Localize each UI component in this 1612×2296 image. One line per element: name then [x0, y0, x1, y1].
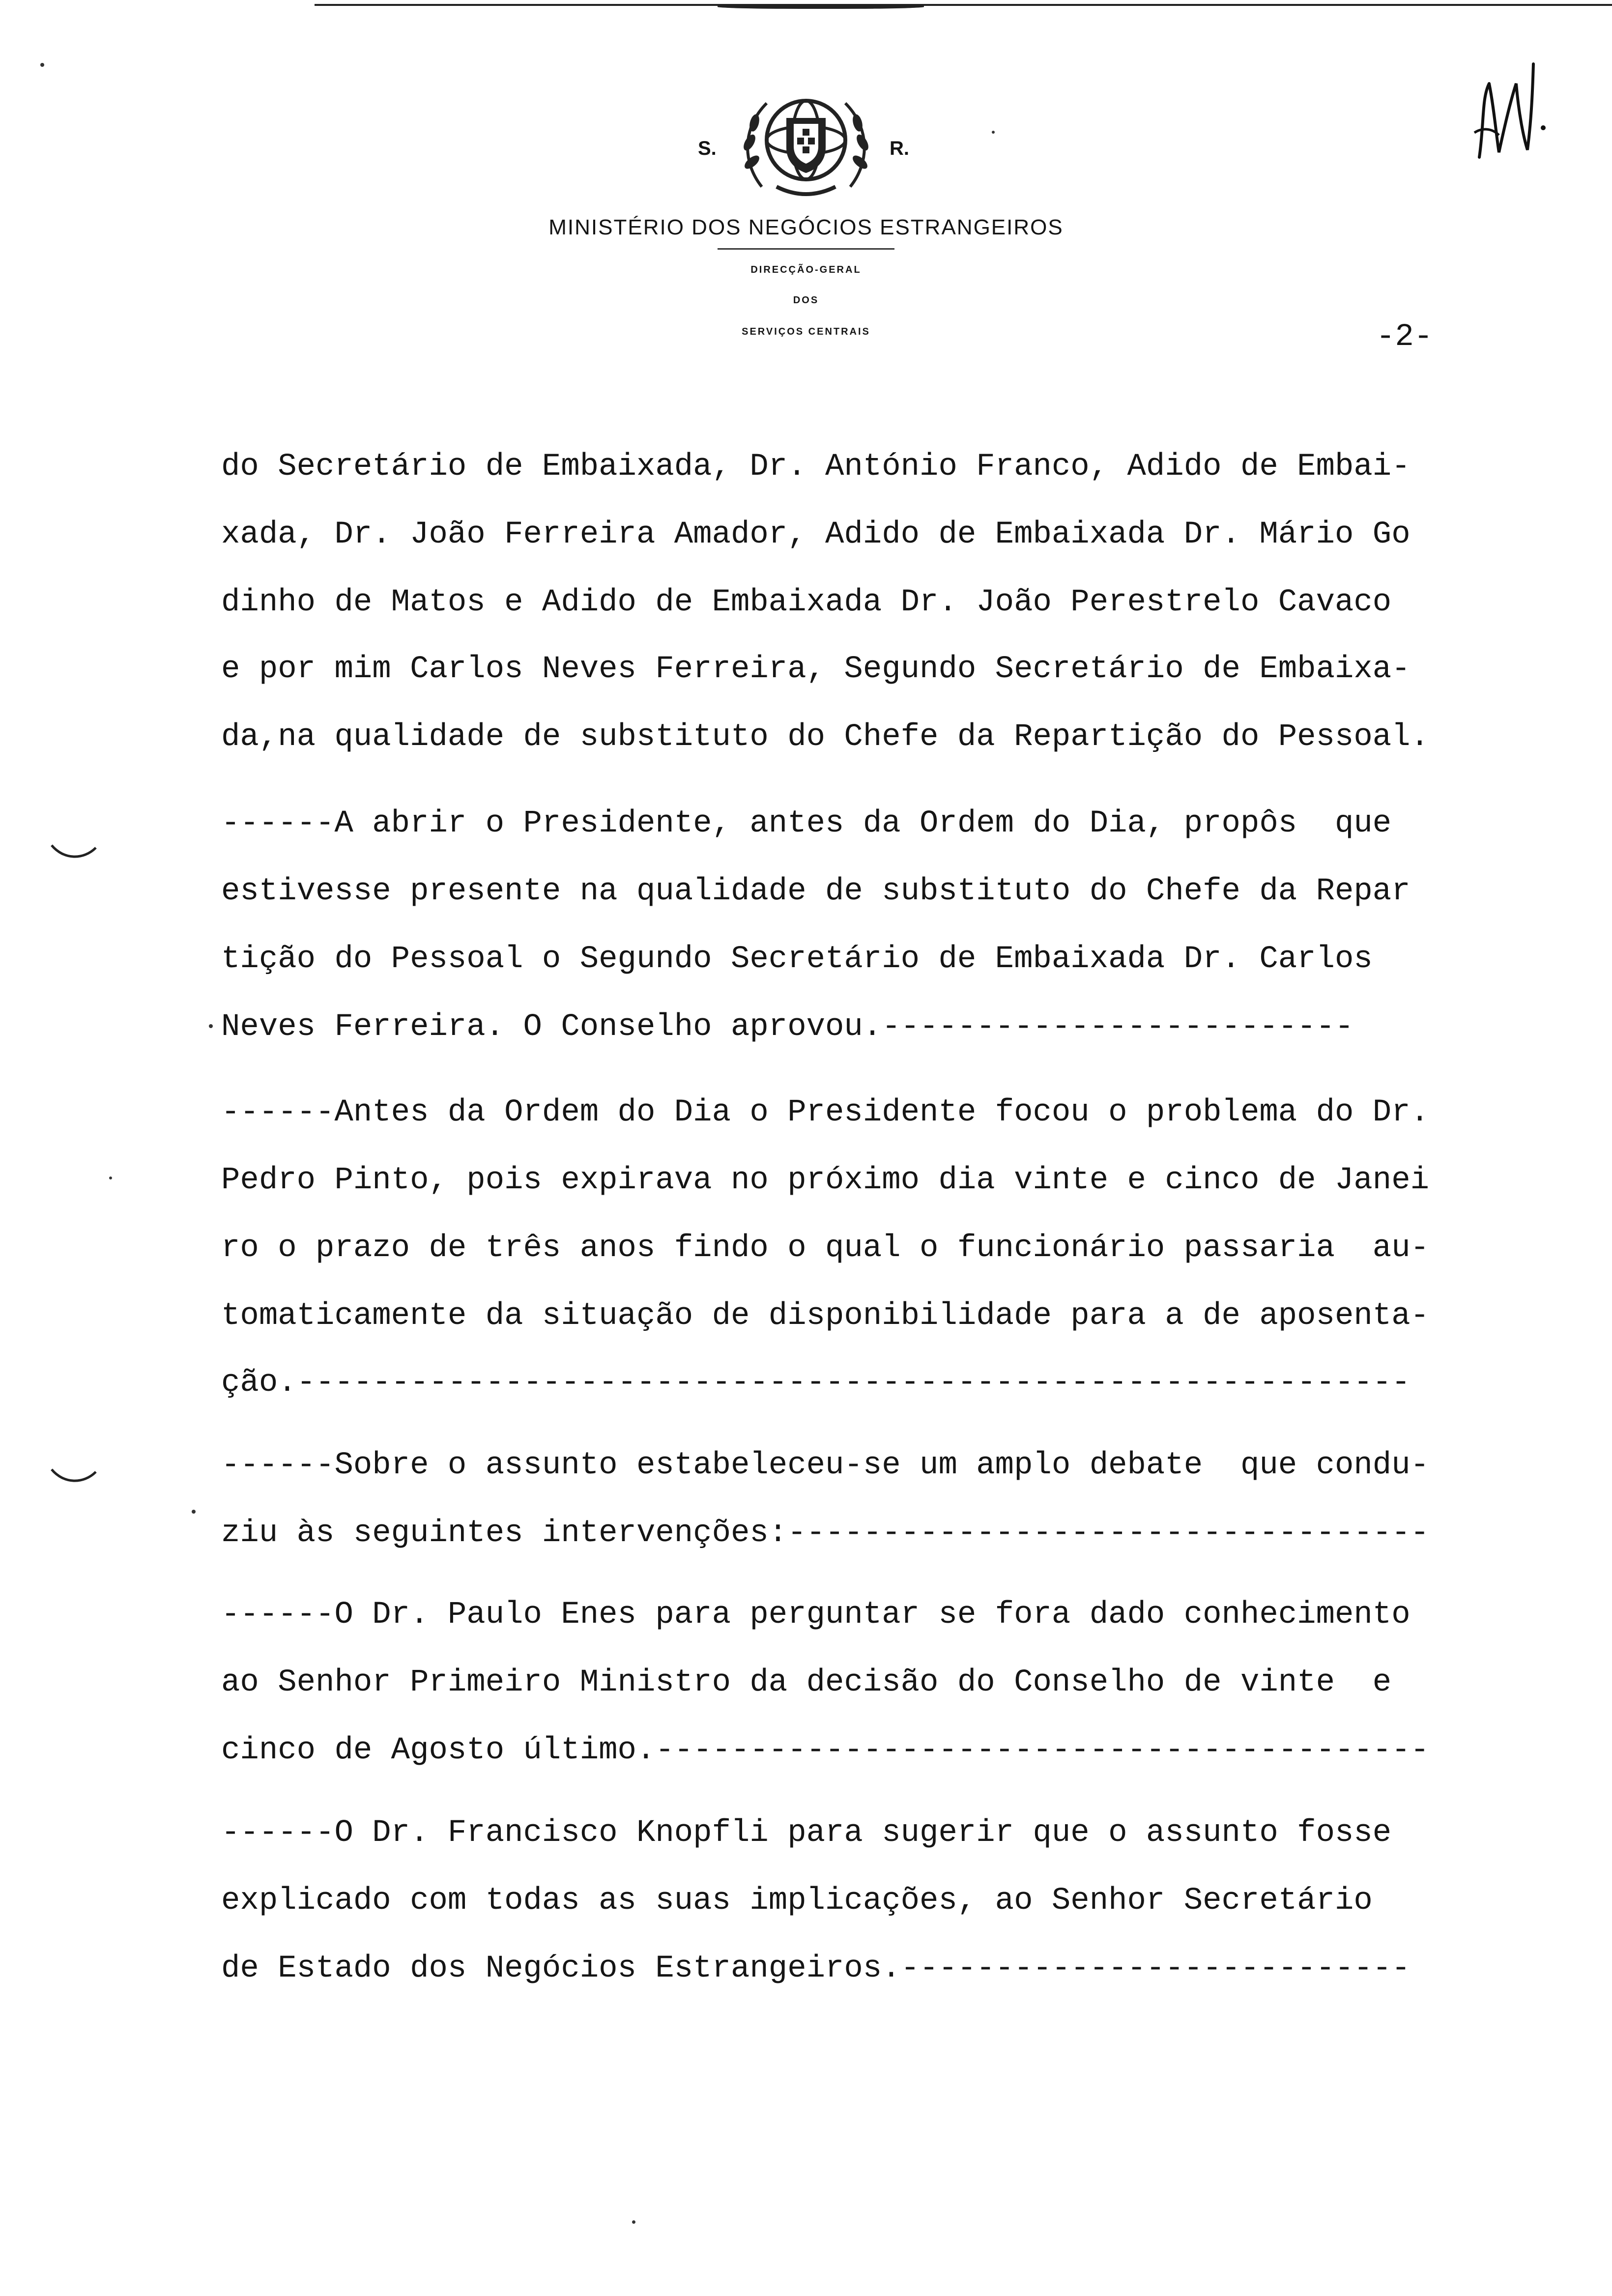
ministry-name: MINISTÉRIO DOS NEGÓCIOS ESTRANGEIROS — [548, 215, 1064, 239]
body-line-4: e por mim Carlos Neves Ferreira, Segundo Secretário de Embaixa- — [221, 652, 1410, 687]
body-line-9: Neves Ferreira. O Conselho aprovou.------------------------- — [221, 1009, 1354, 1045]
scan-speck — [192, 1510, 196, 1514]
body-line-7: estivesse presente na qualidade de substituto do Chefe da Repar — [221, 874, 1410, 909]
scan-edge-line — [315, 4, 1612, 6]
scan-edge-mark — [718, 4, 924, 9]
body-line-10: ------Antes da Ordem do Dia o Presidente focou o problema do Dr. — [221, 1095, 1429, 1130]
body-line-19: cinco de Agosto último.----------------------------------------- — [221, 1733, 1429, 1768]
scan-speck — [40, 63, 44, 67]
scan-speck — [632, 2220, 635, 2224]
letterhead-crest-row — [678, 88, 953, 201]
body-line-13: tomaticamente da situação de disponibilidade para a de aposenta- — [221, 1298, 1429, 1334]
handwritten-initials-signature — [1469, 54, 1548, 167]
body-line-15: ------Sobre o assunto estabeleceu-se um amplo debate que condu- — [221, 1448, 1429, 1483]
directorate-line-2: DOS — [793, 295, 819, 306]
ministry-underline — [718, 248, 894, 250]
body-line-5: da,na qualidade de substituto do Chefe da Repartição do Pessoal. — [221, 719, 1429, 755]
crest-left-letter: S. — [698, 138, 717, 159]
body-line-8: tição do Pessoal o Segundo Secretário de Embaixada Dr. Carlos — [221, 942, 1373, 977]
body-line-16: ziu às seguintes intervenções:---------------------------------- — [221, 1516, 1429, 1551]
body-line-2: xada, Dr. João Ferreira Amador, Adido de Embaixada Dr. Mário Go — [221, 517, 1410, 552]
body-line-22: de Estado dos Negócios Estrangeiros.--------------------------- — [221, 1951, 1410, 1986]
page-number: -2- — [1376, 319, 1433, 355]
body-line-12: ro o prazo de três anos findo o qual o funcionário passaria au- — [221, 1231, 1429, 1266]
body-line-11: Pedro Pinto, pois expirava no próximo dia vinte e cinco de Janei — [221, 1163, 1429, 1198]
scan-speck — [109, 1177, 112, 1179]
margin-check-mark — [49, 835, 98, 865]
body-line-21: explicado com todas as suas implicações, ao Senhor Secretário — [221, 1883, 1373, 1919]
scan-speck — [992, 131, 995, 134]
directorate-line-3: SERVIÇOS CENTRAIS — [742, 326, 870, 337]
directorate-line-1: DIRECÇÃO-GERAL — [750, 264, 862, 275]
body-line-1: do Secretário de Embaixada, Dr. António Franco, Adido de Embai- — [221, 449, 1410, 485]
body-line-3: dinho de Matos e Adido de Embaixada Dr. João Perestrelo Cavaco — [221, 585, 1392, 620]
body-line-17: ------O Dr. Paulo Enes para perguntar se fora dado conhecimento — [221, 1597, 1410, 1633]
body-line-14: ção.----------------------------------------------------------- — [221, 1365, 1410, 1401]
body-line-20: ------O Dr. Francisco Knopfli para sugerir que o assunto fosse — [221, 1815, 1392, 1851]
margin-check-mark — [49, 1460, 98, 1489]
coat-of-arms-icon — [732, 88, 880, 201]
body-line-6: ------A abrir o Presidente, antes da Ordem do Dia, propôs que — [221, 806, 1392, 841]
crest-right-letter: R. — [890, 138, 909, 159]
body-line-18: ao Senhor Primeiro Ministro da decisão do Conselho de vinte e — [221, 1665, 1392, 1700]
scan-speck — [209, 1024, 213, 1028]
